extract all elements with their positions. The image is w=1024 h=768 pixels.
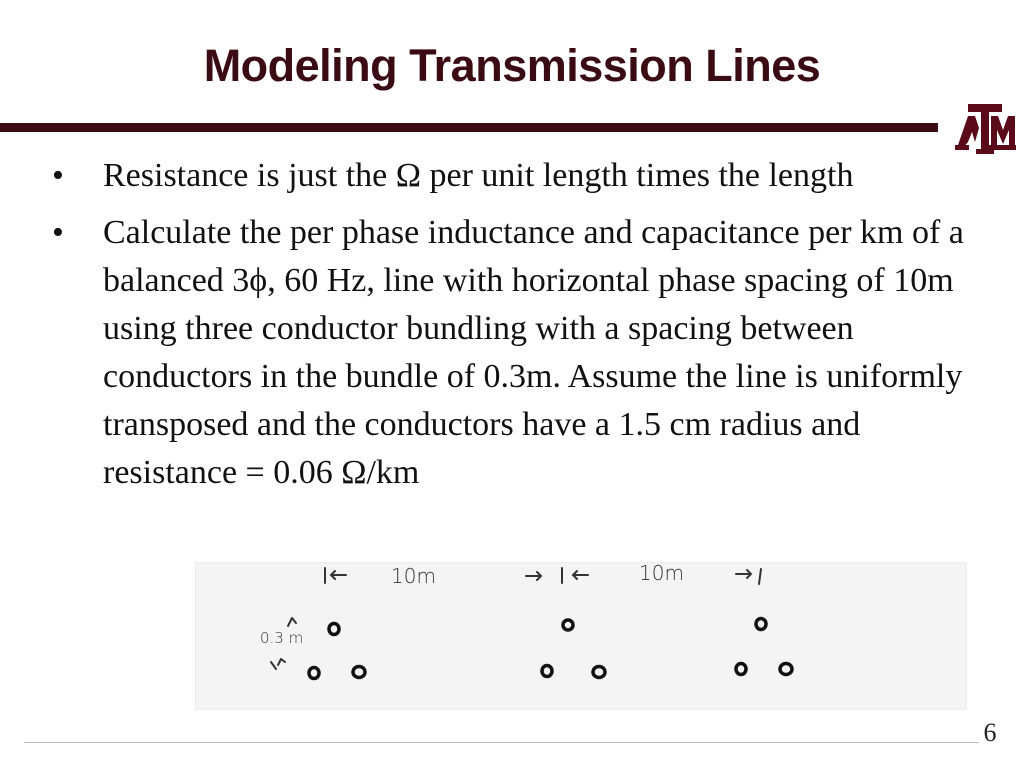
slide-title: Modeling Transmission Lines xyxy=(203,40,821,91)
conductor xyxy=(563,620,573,630)
spacing-label: 10m xyxy=(391,564,436,588)
arrow-down-icon xyxy=(278,659,285,665)
page-number: 6 xyxy=(983,718,997,747)
conductor-spacing-sketch xyxy=(195,562,967,710)
conductor xyxy=(353,667,365,678)
conductor xyxy=(756,619,766,630)
bullet-marker: • xyxy=(52,157,64,194)
bullet-item xyxy=(52,152,992,200)
arrow-up-icon xyxy=(288,618,296,626)
tick-mark xyxy=(759,569,761,584)
arrow-left-icon xyxy=(331,571,346,579)
conductor xyxy=(736,664,746,675)
conductor xyxy=(593,667,605,678)
title-divider xyxy=(0,123,938,132)
spacing-label: 10m xyxy=(639,563,684,585)
conductor xyxy=(542,666,552,677)
bullet-item xyxy=(52,209,992,497)
conductor xyxy=(780,664,792,675)
bundle-spacing-label: 0.3 m xyxy=(260,629,304,647)
conductor xyxy=(309,668,319,679)
bullet-text: Calculate the per phase inductance and capacitance per km of a balanced 3ϕ, 60 Hz, line with horizontal phase spacing of 10m using three conductor bundling with a spacing between conductors in the bundle of 0.3m. Assume the line is uniformly transposed and the conductors have a 1.5 cm radius and resistance = 0.06 Ω/km xyxy=(103,214,964,491)
texas-am-logo-icon xyxy=(954,102,1016,156)
bullet-list xyxy=(52,152,992,506)
conductor xyxy=(329,624,339,635)
arrow-left-icon xyxy=(573,571,588,579)
bullet-text: Resistance is just the Ω per unit length times the length xyxy=(103,157,854,194)
arrow-right-icon xyxy=(526,572,541,580)
footer-divider xyxy=(24,742,979,743)
arrow-right-icon xyxy=(736,570,751,578)
bullet-marker: • xyxy=(52,214,64,251)
